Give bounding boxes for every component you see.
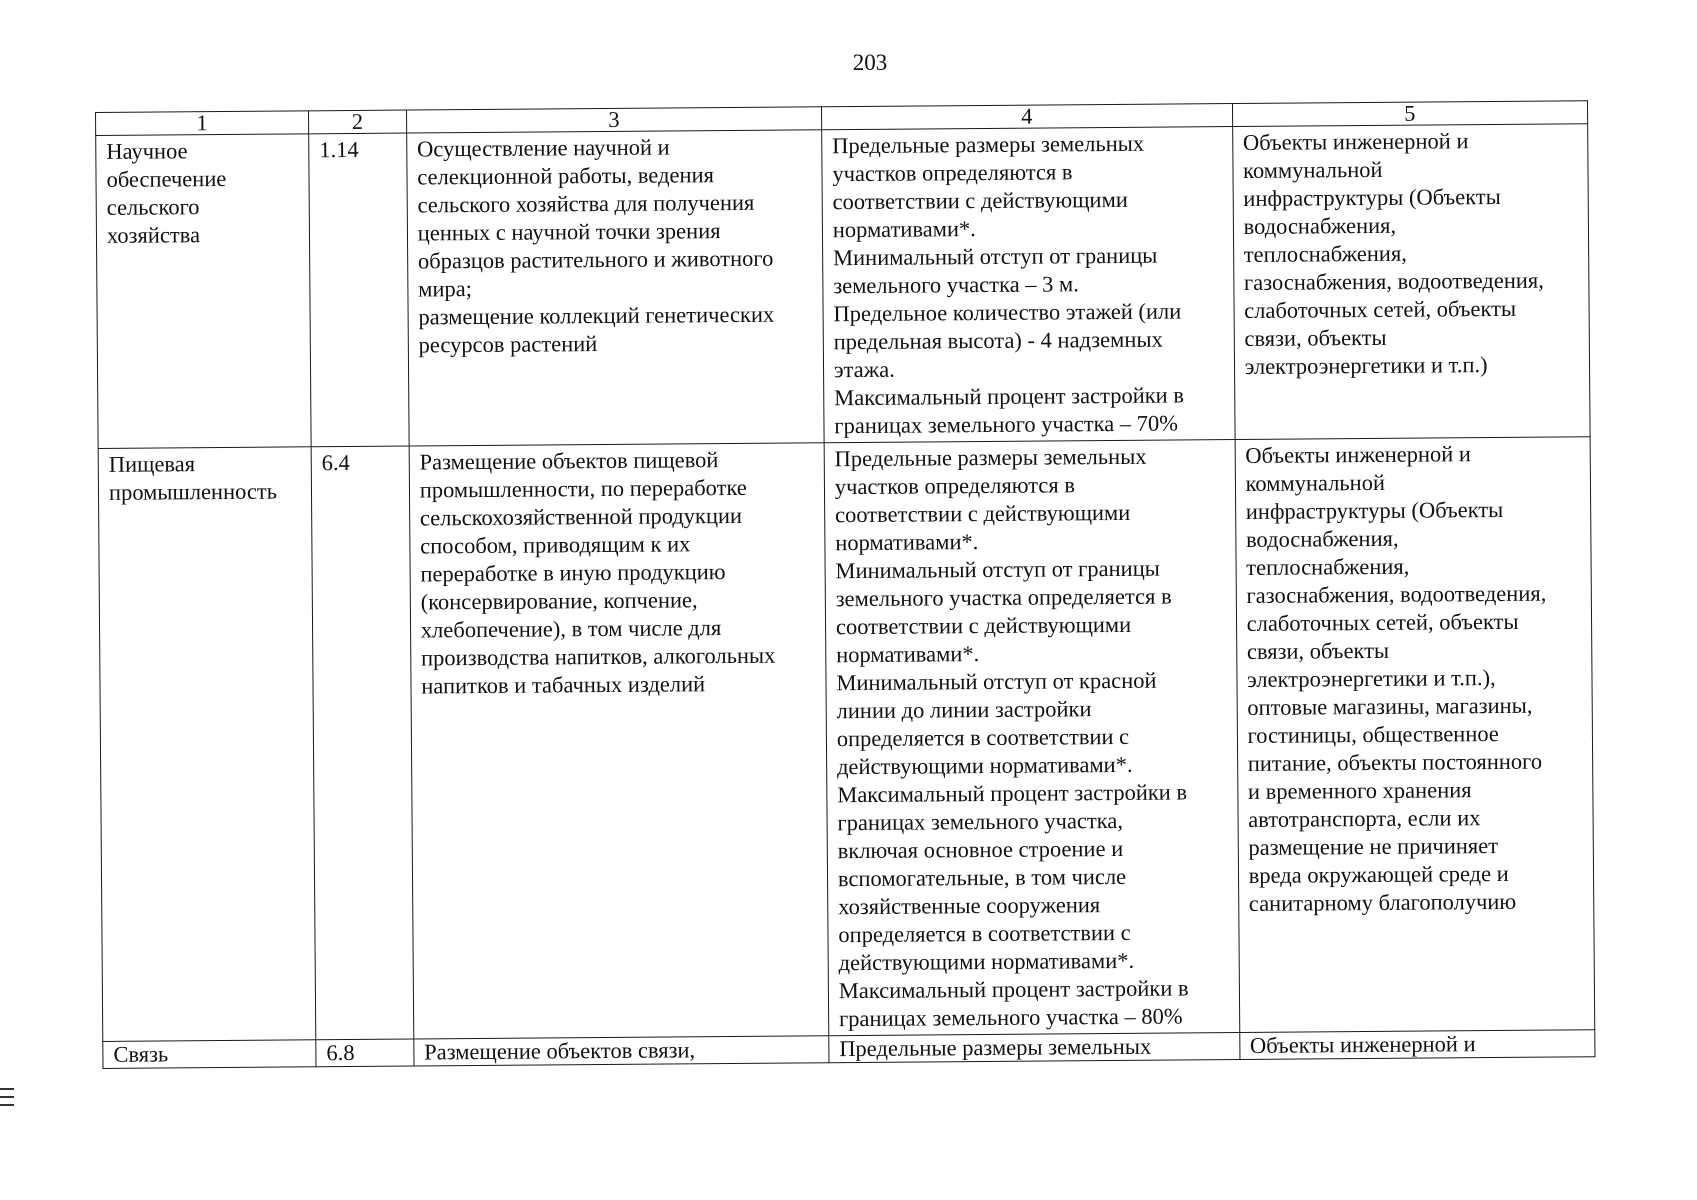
cell-text-line: Максимальный процент застройки в [837,779,1188,808]
cell-code [311,446,413,1040]
cell-text-line: промышленность [108,478,278,505]
cell-name [96,134,311,449]
cell-text-line: Предельные размеры земельных [832,130,1145,159]
cell-text-line: 6.4 [321,450,350,476]
cell-text-line: участков определяются в [832,159,1073,187]
cell-text-line: Максимальный процент застройки в [838,975,1189,1004]
cell-text-line: границах земельного участка, [837,807,1124,836]
cell-text-line: водоснабжения, [1245,525,1399,552]
cell-text-line: Максимальный процент застройки в [834,382,1185,411]
cell-name [98,447,316,1042]
cell-text-line: коммунальной [1243,156,1383,183]
cell-text-line: электроэнергетики и т.п.), [1247,665,1496,692]
cell-text-line: сельскохозяйственной продукции [419,502,743,531]
scan-mark [0,1104,14,1106]
cell-parameters [829,1033,1240,1063]
cell-text-line: нормативами*. [832,216,976,243]
cell-text-line: хозяйственные сооружения [838,892,1101,920]
cell-text-line: селекционной работы, ведения [417,162,714,190]
header-col-1: 1 [96,111,309,136]
cell-description [406,130,824,446]
cell-text-line: определяется в соответствии с [836,723,1130,752]
cell-description [409,443,829,1039]
cell-text-line: способом, приводящим к их [420,531,691,559]
cell-text-line: инфраструктуры (Объекты [1245,496,1504,524]
header-col-2: 2 [308,110,406,134]
cell-code [316,1039,414,1067]
cell-text-line: границах земельного участка – 70% [834,410,1179,439]
cell-parameters [822,127,1235,443]
cell-text-line: связи, объекты [1246,637,1390,664]
cell-parameters [824,440,1239,1036]
cell-text-line: размещение не причиняет [1248,833,1499,860]
cell-text-line: хлебопечение), в том числе для [420,615,722,643]
cell-auxiliary [1232,124,1590,440]
cell-text-line: Предельные размеры земельных [834,443,1147,472]
cell-text-line: размещение коллекций генетических [418,301,775,330]
cell-text-line: Предельные размеры земельных [839,1033,1152,1062]
cell-text-line: водоснабжения, [1243,212,1397,239]
cell-text-line: Размещение объектов связи, [424,1037,696,1065]
cell-auxiliary [1239,1030,1595,1060]
cell-text-line: теплоснабжения, [1243,240,1407,267]
cell-text-line: мира; [418,276,473,302]
cell-text-line: сельского [106,194,200,220]
header-col-4: 4 [821,104,1232,130]
cell-text-line: действующими нормативами*. [836,751,1133,780]
header-col-3: 3 [406,107,821,133]
cell-text-line: газоснабжения, водоотведения, [1243,267,1544,295]
cell-text-line: питание, объекты постоянного [1247,748,1543,776]
scan-mark [0,1096,14,1098]
cell-text-line: Осуществление научной и [416,134,670,162]
cell-text-line: коммунальной [1245,469,1386,496]
cell-text-line: переработке в иную продукцию [420,559,726,587]
cell-text-line: слаботочных сетей, объекты [1246,608,1519,636]
cell-text-line: линии до линии застройки [836,696,1092,724]
zoning-table [95,100,1595,1069]
cell-text-line: гостиницы, общественное [1247,720,1499,748]
cell-text-line: Объекты инженерной и [1245,441,1472,468]
cell-text-line: земельного участка определяется в [835,583,1172,612]
cell-text-line: Связь [113,1041,169,1067]
cell-text-line: связи, объекты [1244,324,1387,351]
cell-text-line: участков определяются в [834,472,1076,500]
cell-text-line: действующими нормативами*. [838,947,1135,976]
cell-text-line: санитарному благополучию [1248,888,1517,916]
cell-text-line: Размещение объектов пищевой [419,447,719,475]
cell-description [414,1036,829,1066]
cell-text-line: оптовые магазины, магазины, [1247,692,1533,720]
cell-text-line: границах земельного участка – 80% [838,1003,1183,1032]
table-row [96,124,1590,449]
cell-text-line: Научное [106,138,188,164]
cell-text-line: определяется в соответствии с [838,919,1131,948]
cell-text-line: электроэнергетики и т.п.) [1244,352,1488,379]
cell-name [103,1040,316,1069]
cell-text-line: инфраструктуры (Объекты [1243,183,1501,211]
cell-text-line: соответствии с действующими [834,499,1131,528]
cell-text-line: 1.14 [319,136,359,163]
cell-text-line: хозяйства [106,222,201,248]
cell-text-line: нормативами*. [836,641,980,668]
cell-text-line: нормативами*. [835,529,979,556]
cell-text-line: производства напитков, алкогольных [420,642,776,671]
cell-text-line: теплоснабжения, [1246,553,1410,580]
cell-text-line: (консервирование, копчение, [420,587,698,615]
cell-text-line: Предельное количество этажей (или [833,298,1182,327]
cell-text-line: этажа. [833,356,895,383]
cell-text-line: Объекты инженерной и [1242,128,1469,155]
cell-text-line: земельного участка – 3 м. [833,271,1079,299]
cell-text-line: слаботочных сетей, объекты [1244,295,1517,323]
cell-text-line: Минимальный отступ от красной [836,667,1157,696]
cell-text-line: 6.8 [326,1039,355,1066]
table-row [98,437,1595,1042]
cell-text-line: ценных с научной точки зрения [417,218,721,246]
cell-text-line: включая основное строение и [837,835,1124,864]
cell-text-line: сельского хозяйства для получения [417,189,755,218]
cell-text-line: Минимальный отступ от границы [835,555,1160,584]
cell-text-line: соответствии с действующими [835,611,1132,640]
cell-text-line: предельная высота) - 4 надземных [833,326,1163,355]
cell-text-line: образцов растительного и животного [417,245,774,274]
cell-text-line: обеспечение [106,165,227,192]
cell-text-line: ресурсов растений [418,331,598,358]
cell-text-line: Объекты инженерной и [1249,1031,1476,1058]
page-number: 203 [852,50,888,75]
cell-text-line: соответствии с действующими [832,186,1128,215]
cell-text-line: автотранспорта, если их [1248,805,1481,832]
header-col-5: 5 [1232,101,1588,127]
cell-auxiliary [1235,437,1595,1033]
cell-text-line: вспомогательные, в том числе [837,863,1127,892]
cell-text-line: вреда окружающей среде и [1248,860,1509,888]
cell-text-line: напитков и табачных изделий [421,671,706,699]
cell-text-line: Минимальный отступ от границы [832,242,1158,271]
cell-code [309,133,409,447]
cell-text-line: газоснабжения, водоотведения, [1246,580,1547,608]
cell-text-line: и временного хранения [1247,777,1472,804]
cell-text-line: Пищевая [108,451,196,477]
scan-mark [0,1088,14,1090]
cell-text-line: промышленности, по переработке [419,474,747,503]
